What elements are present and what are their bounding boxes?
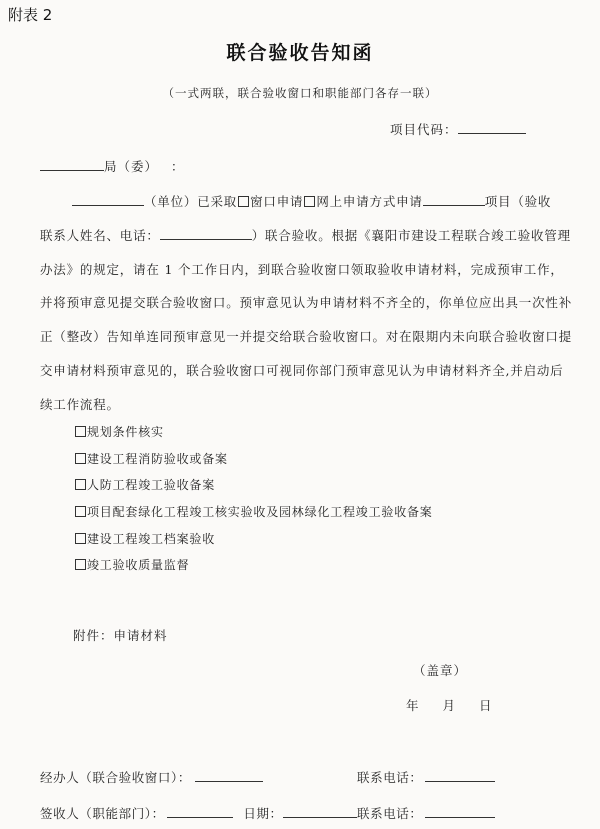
body-line-1 bbox=[72, 192, 551, 210]
checklist-item bbox=[74, 476, 215, 493]
checklist-checkbox[interactable] bbox=[75, 479, 86, 490]
body-text: ）联合验收。根据《襄阳市建设工程联合竣工验收管理 bbox=[251, 228, 571, 243]
body-line-3: 办法》的规定，请在 1 个工作日内，到联合验收窗口领取验收申请材料，完成预审工作， bbox=[40, 262, 564, 277]
addressee-row bbox=[40, 157, 185, 175]
year-label: 年 bbox=[406, 698, 420, 713]
checklist-checkbox[interactable] bbox=[75, 559, 86, 570]
checklist-checkbox[interactable] bbox=[75, 426, 86, 437]
date-row bbox=[406, 696, 493, 714]
checklist-label: 人防工程竣工验收备案 bbox=[87, 478, 216, 492]
checklist-checkbox[interactable] bbox=[75, 533, 86, 544]
receiver-row bbox=[40, 804, 357, 822]
window-apply-checkbox[interactable] bbox=[238, 196, 249, 207]
bureau-suffix: 局（委） bbox=[104, 159, 159, 174]
document-title: 联合验收告知函 bbox=[226, 42, 374, 64]
checklist-item bbox=[74, 423, 164, 440]
handler-label: 经办人（联合验收窗口）： bbox=[40, 770, 191, 785]
checklist-item bbox=[74, 530, 215, 547]
checklist-checkbox[interactable] bbox=[75, 453, 86, 464]
body-line-6: 交申请材料预审意见的，联合验收窗口可视同你部门预审意见认为申请材料齐全,并启动后 bbox=[40, 363, 564, 378]
body-line-5: 正（整改）告知单连同预审意见一并提交给联合验收窗口。对在限期内未向联合验收窗口提 bbox=[40, 329, 573, 344]
checklist-label: 规划条件核实 bbox=[87, 425, 164, 439]
contact-row-1 bbox=[357, 768, 495, 786]
checklist-label: 建设工程竣工档案验收 bbox=[87, 532, 216, 546]
month-label: 月 bbox=[442, 698, 457, 713]
contact-label: 联系电话： bbox=[357, 806, 423, 821]
checklist-label: 项目配套绿化工程竣工核实验收及园林绿化工程竣工验收备案 bbox=[87, 505, 433, 519]
receiver-label: 签收人（职能部门）： bbox=[40, 806, 165, 821]
contact-row-2 bbox=[357, 804, 495, 822]
contact-phone-blank[interactable] bbox=[425, 804, 495, 818]
checklist-checkbox[interactable] bbox=[75, 506, 86, 517]
document-subtitle: （一式两联，联合验收窗口和职能部门各存一联） bbox=[162, 86, 438, 100]
unit-name-blank[interactable] bbox=[72, 192, 144, 206]
date-blank[interactable] bbox=[283, 804, 357, 818]
checklist-label: 建设工程消防验收或备案 bbox=[87, 452, 228, 466]
body-text: 窗口申请 bbox=[250, 194, 304, 209]
body-text: 联系人姓名、电话： bbox=[40, 228, 160, 243]
project-code-label: 项目代码： bbox=[390, 122, 458, 137]
handler-blank[interactable] bbox=[195, 768, 263, 782]
body-text: （单位）已采取 bbox=[144, 194, 238, 209]
project-code-blank[interactable] bbox=[458, 120, 526, 134]
checklist-item bbox=[74, 450, 228, 467]
online-apply-checkbox[interactable] bbox=[304, 196, 315, 207]
body-line-2 bbox=[40, 226, 571, 244]
bureau-name-blank[interactable] bbox=[40, 157, 104, 171]
checklist-item bbox=[74, 503, 433, 520]
attachment-note: 附件：申请材料 bbox=[73, 628, 168, 643]
appendix-label: 附表 2 bbox=[8, 6, 53, 24]
project-code-row bbox=[390, 120, 526, 138]
seal-label: （盖章） bbox=[413, 663, 468, 678]
contact-phone-blank[interactable] bbox=[425, 768, 495, 782]
body-text: 项目（验收 bbox=[484, 194, 552, 209]
handler-row bbox=[40, 768, 263, 786]
contact-label: 联系电话： bbox=[357, 770, 423, 785]
receiver-blank[interactable] bbox=[167, 804, 233, 818]
date-label: 日期： bbox=[243, 806, 283, 821]
checklist-label: 竣工验收质量监督 bbox=[87, 558, 190, 572]
contact-name-phone-blank[interactable] bbox=[160, 226, 252, 240]
checklist-item bbox=[74, 556, 189, 573]
body-text: 网上申请方式申请 bbox=[316, 194, 423, 209]
body-line-7: 续工作流程。 bbox=[40, 397, 120, 412]
addressee-colon: ： bbox=[171, 159, 185, 174]
body-line-4: 并将预审意见提交联合验收窗口。预审意见认为申请材料不齐全的，你单位应出具一次性补 bbox=[40, 295, 573, 310]
day-label: 日 bbox=[479, 698, 493, 713]
project-name-blank[interactable] bbox=[423, 192, 485, 206]
